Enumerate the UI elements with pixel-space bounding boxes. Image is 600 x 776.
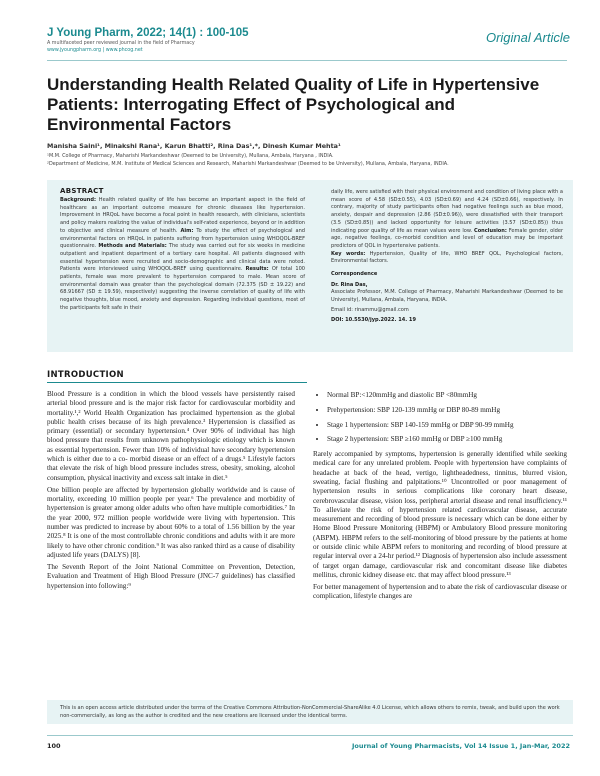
journal-website-link[interactable]: www.jyoungpharm.org | www.phcog.net: [47, 48, 143, 53]
body-left-column: [47, 390, 295, 594]
abstract-left-column: [60, 197, 305, 313]
correspondence-address: Associate Professor, M.M. College of Pharmacy, Maharishi Markandeshwar (Deemed to be University), Mullana, Ambala, Haryana, INDIA.: [331, 289, 563, 304]
journal-reference: Journal of Young Pharmacists, Vol 14 Issue 1, Jan-Mar, 2022: [351, 742, 570, 750]
intro-paragraph-5: For better management of hypertension and to abate the risk of cardiovascular disease or complication, lifestyle changes are: [313, 583, 567, 601]
introduction-underline: [47, 382, 307, 383]
page-number: 100: [47, 742, 61, 750]
correspondence-name: Dr. Rina Das,: [331, 281, 368, 288]
results-label: Results:: [245, 266, 269, 273]
affiliation-2: ²Department of Medicine, M.M. Institute of Medical Sciences and Research, Maharishi Markandeshwar (Deemed to be University), Mullana, Ambala, Haryana, INDIA.: [47, 161, 449, 167]
intro-paragraph-3: The Seventh Report of the Joint National Committee on Prevention, Detection, Evaluation and Treatment of High Blood Pressure (JNC-7 guidelines) has classified hypertension into following:⁹: [47, 563, 295, 590]
methods-text: The study was carried out for six weeks in medicine outpatient and inpatient department of a tertiary care hospital. All patients diagnosed with essential hypertension were recruited and socio-demographic and clinical data were noted. Patients were interviewed using WHOQOL-BREF using questionnaire.: [60, 243, 305, 273]
doi-link[interactable]: DOI: 10.5530/jyp.2022. 14. 19: [331, 316, 416, 323]
conclusion-text: Female gender, older age, negative feelings, co-morbid condition and level of education may be important predictors of QOL in hypertensive patients.: [331, 227, 564, 249]
aim-label: Aim:: [180, 227, 194, 234]
list-item: • Normal BP:<120mmHg and diastolic BP <80mmHg: [327, 391, 567, 400]
body-right-column: [313, 391, 567, 605]
journal-citation: J Young Pharm, 2022; 14(1) : 100-105: [47, 27, 249, 39]
abstract-right-column: [331, 189, 563, 324]
results-text: Of total 100 patients, female was more prevalent to hypertension compared to male. Mean score of environmental domain was greater than the psychological domain (72.375 (SD ± 19.22) and 68.91667 (SD ± 19.59), respectively) suggesting the inverse correlation of quality of life with negative thoughts, blue mood, anxiety and depression. Regarding individual questions, most of the participants felt safe in their: [60, 266, 305, 311]
license-text: This is an open access article distributed under the terms of the Creative Commons Attribution-NonCommercial-ShareAlike 4.0 License, which allows others to remix, tweak, and build upon the work non-commercially, as long as the author is credited and the new creations are licensed under the identical terms.: [60, 705, 560, 719]
abstract-heading: ABSTRACT: [60, 187, 104, 195]
keywords-label: Key words:: [331, 250, 366, 257]
article-type: Original Article: [485, 30, 570, 45]
intro-paragraph-2: One billion people are affected by hypertension globally worldwide and is cause of mortality, exceeding 10 million people per year.⁶ The prevalence and morbidity of hypertension is greater among older adults who often have multiple comorbidities.⁷ In the year 2000, 972 million people worldwide were living with hypertension. This number was predicted to increase by about 60% to a total of 1.56 billion by the year 2025.⁸ It is one of the most controllable chronic conditions and adults with it are more likely to have other chronic condition.⁹ It was also ranked third as a cause of disability adjusted life years (DALYS) [8].: [47, 485, 295, 559]
aim-text: To study the effect of psychological and environmental factors on HRQoL in patients suffering from hypertension using WHOQOL-BREF questionnaire.: [60, 227, 306, 250]
author-list: Manisha Saini¹, Minakshi Rana¹, Karun Bhatti², Rina Das¹,*, Dinesh Kumar Mehta¹: [47, 142, 341, 150]
bp-classification-list: [313, 391, 567, 445]
intro-paragraph-1: Blood Pressure is a condition in which the blood vessels have persistently raised arterial blood pressure and is the major risk factor for cardiovascular morbidity and mortality.¹,² World Health Organization has proclaimed hypertension as the global public health crises because of its high prevalence.³ Hypertension is classified as primary (essential) or secondary hypertension.⁴ Over 90% of individual has high blood pressure that results from unknown pathophysiologic etiology which is known as essential hypertension. Fewer than 10% of individual have secondary hypertension which is either due to a co- morbid disease or an effect of a drugs.⁵ Lifestyle factors that elevate the risk of high blood pressure includes stress, obesity, smoking, alcohol consumption, physical inactivity and excess salt intake in diet.⁵: [47, 390, 295, 482]
correspondence-email[interactable]: Email id: rinammu@gmail.com: [331, 306, 409, 313]
background-label: Background:: [60, 197, 96, 203]
article-title: Understanding Health Related Quality of Life in Hypertensive Patients: Interrogating Effect of Psychological and Environmental Factors: [47, 75, 540, 134]
intro-paragraph-4: Rarely accompanied by symptoms, hypertension is generally identified while seeking medical care for any unrelated problem. People with hypertension have complaints of headache at back of the head, vertigo, lightheadedness, tinnitus, blurred vision, sweating, facial flushing and palpitations.¹⁰ Uncontrolled or poor management of hypertension results in serious complications like coronary heart disease, cerebrovascular disease, vision loss, peripheral arterial disease and renal insufficiency.¹¹ To alleviate the risk of hypertension related cardiovascular disease, accurate measurement and recording of blood pressure is necessary which can be done either by Home Blood Pressure Monitoring (HBPM) or Ambulatory Blood pressure monitoring (ABPM). HBPM refers to the self-monitoring of blood pressure by the patients at home or outside clinic while ABPM refers to monitoring and recording of blood pressure at regular interval over a 24-hr period.¹² Diagnosis of hypertension also include assessment of target organ damage, cardiovascular risk and concomitant disease like diabetes mellitus, chronic kidney disease etc. that may affect blood pressure.¹³: [313, 450, 567, 579]
results-continued-text: daily life, were satisfied with their physical environment and condition of living place with a mean score of 4.58 (SD±0.55), 4.03 (SD±0.69) and 4.24 (SD±0.66), respectively. In contrary, majority of study participants often had negative feelings such as blue mood, anxiety, despair and depression (2.86 (SD±0.96)), were dissatisfied with their transport (3.5 (SD±0.85)) and lacked opportunity for leisure activities (3.57 (SD±0.85)) thus indicating poor quality of life as mean values were low.: [331, 189, 563, 234]
introduction-heading: INTRODUCTION: [47, 370, 124, 380]
affiliation-1: ¹M.M. College of Pharmacy, Maharishi Markandeshwar (Deemed to be University), Mullana, Ambala, Haryana , INDIA.: [47, 153, 334, 159]
list-item: • Stage 2 hypertension: SBP ≥160 mmHg or DBP ≥100 mmHg: [327, 435, 567, 444]
background-text: Health related quality of life has become an important aspect in the field of healthcare as an important outcome measure for chronic diseases like hypertension. Improvement in HRQoL have become a focal point in health research, with clinicians, scientists and policy makers realizing the value of individual's self-rated experience, beyond or in addition to objective and clinical measure of health.: [60, 197, 306, 234]
header-divider: [47, 60, 567, 61]
list-item: • Stage 1 hypertension: SBP 140-159 mmHg or DBP 90-99 mmHg: [327, 421, 567, 430]
footer-divider: [47, 735, 573, 736]
correspondence-heading: Correspondence: [331, 271, 378, 278]
journal-subtitle: A multifaceted peer reviewed journal in the field of Pharmacy: [47, 41, 195, 46]
list-item: • Prehypertension: SBP 120-139 mmHg or DBP 80-89 mmHg: [327, 406, 567, 415]
methods-label: Methods and Materials:: [98, 243, 167, 250]
conclusion-label: Conclusion:: [473, 227, 507, 234]
keywords-text: Hypertension, Quality of life, WHO BREF QOL, Psychological factors, Environmental factors.: [331, 250, 564, 265]
